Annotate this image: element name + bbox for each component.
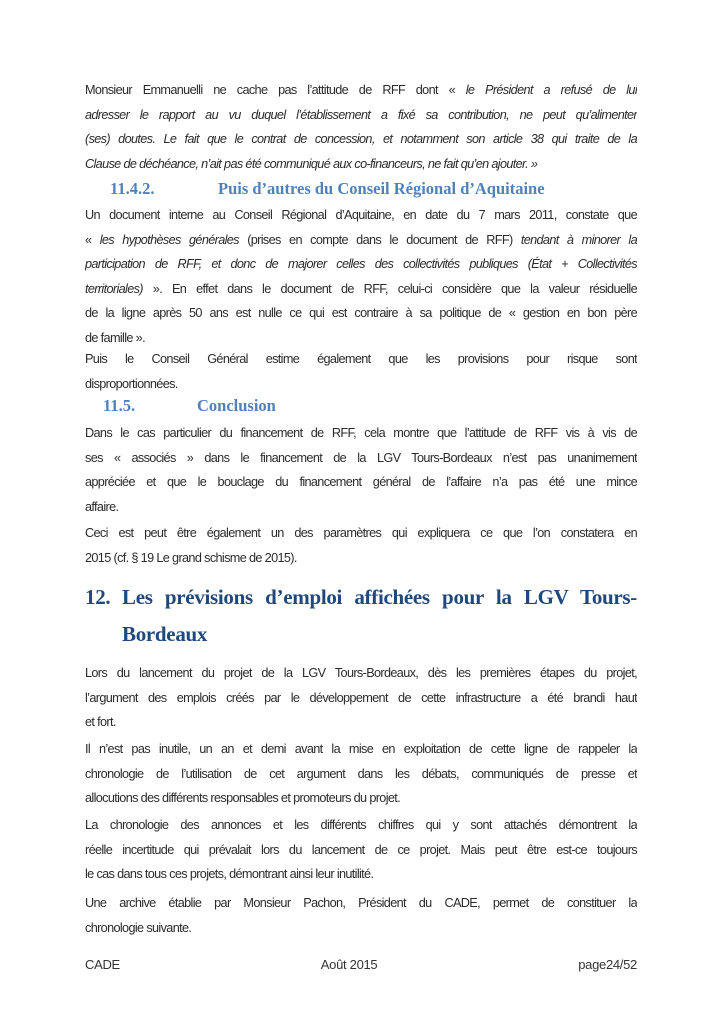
text-line: [85, 495, 637, 520]
text-run: adresser le rapport au vu duquel l’établissement a fixé sa contribution, ne peut qu’alimenter: [85, 107, 637, 122]
section-heading: [85, 393, 637, 419]
text-line: [85, 446, 637, 471]
text-line: [85, 916, 637, 941]
text-run: Il n’est pas inutile, un an et demi avant la mise en exploitation de cette ligne de rappeler la: [85, 742, 637, 756]
text-run: Ceci est peut être également un des paramètres qui expliquera ce que l’on constatera en: [85, 526, 637, 540]
text-run: Clause de déchéance, n’ait pas été communiqué aux co-financeurs, ne fait qu’en ajouter. »: [85, 156, 538, 171]
text-line: [85, 203, 637, 228]
text-run: Un document interne au Conseil Régional d’Aquitaine, en date du 7 mars 2011, constate que: [85, 208, 637, 222]
text-line: [85, 228, 637, 253]
text-run: les hypothèses générales: [99, 232, 248, 247]
text-line: [85, 710, 637, 735]
text-run: et fort.: [85, 715, 116, 730]
text-line: [85, 277, 637, 302]
text-line: [85, 546, 637, 571]
text-run: appréciée et que le bouclage du financement général de l’affaire n’a pas été une mince: [85, 475, 637, 490]
section-number: 11.4.2.: [110, 179, 155, 198]
text-line: [85, 762, 637, 787]
text-run: Dans le cas particulier du financement de RFF, cela montre que l’attitude de RFF vis à vis de: [85, 426, 637, 440]
section-title: Puis d’autres du Conseil Régional d’Aquitaine: [218, 179, 545, 198]
chapter-heading: [85, 579, 637, 653]
text-run: La chronologie des annonces et les différents chiffres qui y sont attachés démontrent la: [85, 818, 637, 832]
chapter-title: [85, 579, 637, 653]
text-line: [85, 813, 637, 838]
text-line: [85, 421, 637, 446]
text-run: disproportionnées.: [85, 376, 178, 391]
text-line: [85, 78, 637, 103]
footer-date: Août 2015: [320, 957, 378, 972]
footer-org: CADE: [85, 957, 120, 972]
text-run: 2015 (cf. § 19 Le grand schisme de 2015).: [85, 550, 297, 565]
text-run: tendant à minorer la: [520, 232, 637, 247]
text-run: Lors du lancement du projet de la LGV Tours-Bordeaux, dès les premières étapes du projet,: [85, 666, 637, 680]
paragraph: [85, 421, 637, 519]
text-run: de la ligne après 50 ans est nulle ce qui est contraire à sa politique de « gestion en bon père: [85, 306, 637, 321]
text-run: participation de RFF, et donc de majorer celles des collectivités publiques (État + Collectivités: [85, 257, 637, 272]
text-run: chronologie suivante.: [85, 920, 192, 935]
chapter-number: 12.: [85, 585, 111, 609]
text-run: (prises en compte dans le document de RFF): [247, 232, 521, 247]
text-line: [85, 127, 637, 152]
paragraph: [85, 737, 637, 811]
text-line: [85, 838, 637, 863]
paragraph: [85, 347, 637, 396]
text-line: [85, 737, 637, 762]
text-line: [85, 521, 637, 546]
text-run: territoriales): [85, 281, 153, 296]
text-run: (ses) doutes. Le fait que le contrat de concession, et notamment son article 38 qui traite de la: [85, 132, 637, 147]
text-run: affaire.: [85, 499, 119, 514]
section-heading: [85, 176, 637, 202]
text-run: Puis le Conseil Général estime également que les provisions pour risque sont: [85, 352, 637, 366]
paragraph: [85, 661, 637, 735]
chapter-title-line: Les prévisions d’emploi affichées pour la LGV Tours-: [122, 585, 637, 609]
text-line: [85, 347, 637, 372]
text-line: [85, 862, 637, 887]
text-run: de famille ».: [85, 330, 145, 345]
section-title: Conclusion: [197, 396, 276, 415]
text-run: ses « associés » dans le financement de la LGV Tours-Bordeaux n’est pas unanimement: [85, 450, 637, 465]
text-line: [85, 661, 637, 686]
text-run: le cas dans tous ces projets, démontrant ainsi leur inutilité.: [85, 867, 374, 882]
text-line: [85, 686, 637, 711]
chapter-title-line: Bordeaux: [122, 622, 208, 646]
text-line: [85, 470, 637, 495]
text-line: [85, 252, 637, 277]
text-line: [85, 301, 637, 326]
section-number: 11.5.: [103, 396, 136, 415]
text-line: [85, 891, 637, 916]
text-run: le Président a refusé de lui: [465, 83, 637, 97]
paragraph: [85, 521, 637, 570]
text-run: allocutions des différents responsables et promoteurs du projet.: [85, 791, 401, 806]
text-line: [85, 103, 637, 128]
text-run: «: [85, 232, 100, 247]
text-run: réelle incertitude qui prévalait lors du lancement de ce projet. Mais peut être est-ce toujours: [85, 842, 637, 857]
text-run: ». En effet dans le document de RFF, celui-ci considère que la valeur résiduelle: [152, 281, 637, 296]
text-line: [85, 152, 637, 177]
footer-page-number: page24/52: [578, 957, 637, 972]
paragraph: [85, 203, 637, 351]
paragraph: [85, 891, 637, 940]
text-run: Monsieur Emmanuelli ne cache pas l’attitude de RFF dont «: [85, 83, 466, 97]
text-run: Une archive établie par Monsieur Pachon, Président du CADE, permet de constituer la: [85, 896, 637, 910]
text-run: l’argument des emplois créés par le développement de cette infrastructure a été brandi haut: [85, 690, 637, 705]
paragraph: [85, 813, 637, 887]
page-footer: [85, 956, 637, 974]
paragraph: [85, 78, 637, 176]
text-line: [85, 786, 637, 811]
text-run: chronologie de l’utilisation de cet argument dans les débats, communiqués de presse et: [85, 766, 637, 781]
